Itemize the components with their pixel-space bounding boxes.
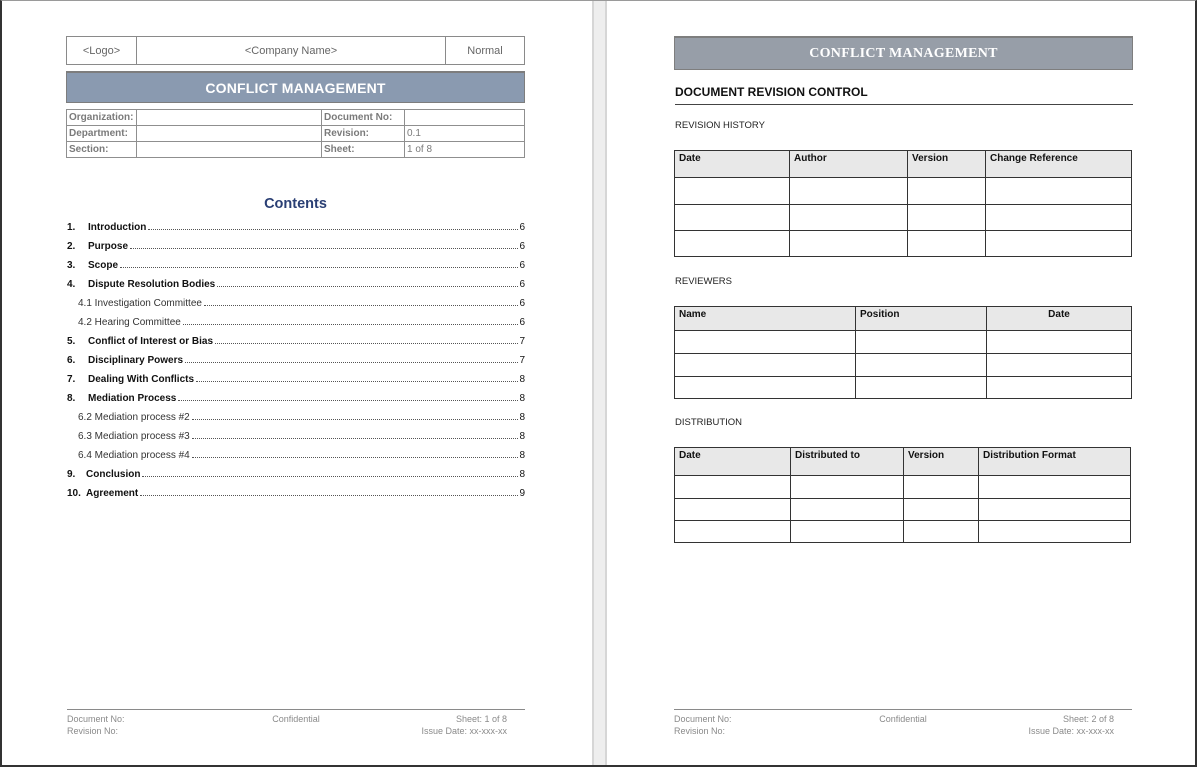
- contents-heading: Contents: [264, 196, 327, 212]
- table-cell[interactable]: [791, 476, 904, 499]
- toc-subentry[interactable]: [67, 423, 525, 442]
- toc-number: 1.: [67, 222, 76, 233]
- column-header: Author: [790, 151, 908, 178]
- table-cell[interactable]: [675, 354, 856, 377]
- table-row: [675, 499, 1131, 521]
- section-label: Section:: [67, 142, 137, 158]
- table-cell[interactable]: [986, 231, 1132, 257]
- toc-entry[interactable]: [67, 214, 525, 233]
- reviewers-table: [674, 306, 1132, 399]
- toc-leader: [196, 381, 518, 382]
- footer-revision-no: Revision No:: [674, 726, 726, 736]
- toc-subentry[interactable]: [67, 290, 525, 309]
- table-cell[interactable]: [675, 377, 856, 399]
- toc-leader: [142, 476, 518, 477]
- toc-leader: [140, 495, 518, 496]
- toc-page: 8: [519, 469, 525, 480]
- table-row: [675, 205, 1132, 231]
- toc-label: Dispute Resolution Bodies: [88, 279, 216, 290]
- toc-leader: [192, 419, 518, 420]
- toc-label: 4.1 Investigation Committee: [78, 298, 202, 309]
- toc-leader: [120, 267, 518, 268]
- organization-label: Organization:: [67, 110, 137, 126]
- company-name: <Company Name>: [137, 37, 446, 64]
- table-cell[interactable]: [908, 231, 986, 257]
- department-label: Department:: [67, 126, 137, 142]
- footer-confidential: Confidential: [879, 714, 927, 724]
- page-gutter: [592, 1, 607, 765]
- toc-entry[interactable]: [67, 252, 525, 271]
- table-cell[interactable]: [856, 377, 987, 399]
- page-1-footer: [67, 709, 525, 743]
- section-value: [137, 142, 322, 158]
- toc-page: 9: [519, 488, 525, 499]
- toc-label: Mediation Process: [88, 393, 177, 404]
- toc-number: 4.: [67, 279, 76, 290]
- toc-label: Conflict of Interest or Bias: [88, 336, 214, 347]
- footer-document-no: Document No:: [67, 714, 125, 724]
- toc-page: 6: [519, 279, 525, 290]
- organization-value: [137, 110, 322, 126]
- footer-confidential: Confidential: [272, 714, 320, 724]
- table-row: [675, 231, 1132, 257]
- toc-page: 6: [519, 222, 525, 233]
- toc-label: Agreement: [86, 488, 139, 499]
- toc-leader: [204, 305, 518, 306]
- toc-label: Dealing With Conflicts: [88, 374, 195, 385]
- table-cell[interactable]: [908, 205, 986, 231]
- distribution-label: DISTRIBUTION: [675, 417, 743, 428]
- column-header: Version: [908, 151, 986, 178]
- table-cell[interactable]: [790, 205, 908, 231]
- toc-label: Introduction: [88, 222, 147, 233]
- document-status: Normal: [467, 44, 503, 57]
- toc-entry[interactable]: [67, 233, 525, 252]
- table-cell[interactable]: [675, 205, 790, 231]
- toc-number: 2.: [67, 241, 76, 252]
- table-cell[interactable]: [675, 231, 790, 257]
- table-of-contents: [67, 214, 525, 499]
- toc-number: 6.: [67, 355, 76, 366]
- revision-history-label: REVISION HISTORY: [675, 120, 765, 131]
- table-row: [675, 354, 1132, 377]
- toc-entry[interactable]: [67, 271, 525, 290]
- table-cell[interactable]: [904, 521, 979, 543]
- document-title-banner: CONFLICT MANAGEMENT: [674, 36, 1133, 70]
- column-header: Date: [675, 151, 790, 178]
- toc-page: 6: [519, 298, 525, 309]
- toc-label: 4.2 Hearing Committee: [78, 317, 181, 328]
- toc-entry[interactable]: [67, 366, 525, 385]
- toc-leader: [130, 248, 518, 249]
- toc-label: 6.4 Mediation process #4: [78, 450, 190, 461]
- toc-number: 8.: [67, 393, 76, 404]
- column-header: Date: [675, 448, 791, 476]
- table-row: [675, 521, 1131, 543]
- toc-leader: [183, 324, 518, 325]
- document-no-value: [405, 110, 525, 126]
- column-header: Distributed to: [791, 448, 904, 476]
- table-cell[interactable]: [986, 178, 1132, 205]
- toc-entry[interactable]: [67, 328, 525, 347]
- table-cell[interactable]: [979, 476, 1131, 499]
- toc-page: 8: [519, 374, 525, 385]
- table-cell[interactable]: [790, 178, 908, 205]
- toc-subentry[interactable]: [67, 404, 525, 423]
- toc-leader: [215, 343, 518, 344]
- table-cell[interactable]: [986, 205, 1132, 231]
- table-row: [675, 331, 1132, 354]
- footer-sheet: Sheet: 1 of 8: [455, 714, 507, 724]
- toc-leader: [192, 457, 518, 458]
- toc-label: 6.3 Mediation process #3: [78, 431, 190, 442]
- revision-control-heading: DOCUMENT REVISION CONTROL: [675, 85, 1133, 105]
- table-cell[interactable]: [856, 354, 987, 377]
- header-table: [66, 36, 525, 65]
- table-cell[interactable]: [675, 499, 791, 521]
- logo-placeholder: <Logo>: [67, 37, 137, 64]
- table-cell[interactable]: [791, 499, 904, 521]
- footer-issue-date: Issue Date: xx-xxx-xx: [421, 726, 507, 736]
- toc-entry[interactable]: [67, 480, 525, 499]
- table-cell[interactable]: [987, 354, 1132, 377]
- toc-number: 3.: [67, 260, 76, 271]
- table-cell[interactable]: [979, 521, 1131, 543]
- table-row: [675, 377, 1132, 399]
- footer-revision-no: Revision No:: [67, 726, 119, 736]
- toc-leader: [178, 400, 518, 401]
- revision-history-table: [674, 150, 1132, 257]
- toc-subentry[interactable]: [67, 309, 525, 328]
- table-cell[interactable]: [675, 331, 856, 354]
- toc-entry[interactable]: [67, 461, 525, 480]
- table-cell[interactable]: [987, 331, 1132, 354]
- table-row: [675, 178, 1132, 205]
- toc-label: Scope: [88, 260, 119, 271]
- toc-page: 8: [519, 431, 525, 442]
- toc-number: 7.: [67, 374, 76, 385]
- toc-leader: [148, 229, 518, 230]
- table-cell[interactable]: [904, 476, 979, 499]
- toc-page: 6: [519, 317, 525, 328]
- toc-label: Purpose: [88, 241, 129, 252]
- footer-sheet: Sheet: 2 of 8: [1062, 714, 1114, 724]
- column-header: Distribution Format: [979, 448, 1131, 476]
- table-cell[interactable]: [856, 331, 987, 354]
- column-header: Date: [987, 307, 1132, 331]
- table-cell[interactable]: [791, 521, 904, 543]
- toc-page: 8: [519, 412, 525, 423]
- footer-issue-date: Issue Date: xx-xxx-xx: [1028, 726, 1114, 736]
- sheet-label: Sheet:: [322, 142, 405, 158]
- revision-label: Revision:: [322, 126, 405, 142]
- column-header: Version: [904, 448, 979, 476]
- table-row: [675, 476, 1131, 499]
- distribution-table: [674, 447, 1131, 543]
- toc-page: 8: [519, 450, 525, 461]
- toc-leader: [217, 286, 518, 287]
- page-1: [2, 1, 592, 765]
- table-cell[interactable]: [904, 499, 979, 521]
- toc-number: 10.: [67, 488, 81, 499]
- table-cell[interactable]: [979, 499, 1131, 521]
- toc-subentry[interactable]: [67, 442, 525, 461]
- toc-entry[interactable]: [67, 347, 525, 366]
- document-title-banner: CONFLICT MANAGEMENT: [66, 71, 525, 103]
- toc-page: 6: [519, 241, 525, 252]
- column-header: Position: [856, 307, 987, 331]
- toc-page: 7: [519, 355, 525, 366]
- sheet-value: 1 of 8: [405, 142, 525, 158]
- toc-leader: [185, 362, 518, 363]
- reviewers-label: REVIEWERS: [675, 276, 733, 287]
- table-cell[interactable]: [675, 476, 791, 499]
- toc-label: Disciplinary Powers: [88, 355, 184, 366]
- column-header: Name: [675, 307, 856, 331]
- toc-number: 9.: [67, 469, 76, 480]
- toc-number: 5.: [67, 336, 76, 347]
- table-cell[interactable]: [987, 377, 1132, 399]
- department-value: [137, 126, 322, 142]
- footer-document-no: Document No:: [674, 714, 732, 724]
- toc-page: 7: [519, 336, 525, 347]
- table-cell[interactable]: [675, 178, 790, 205]
- page-2: [607, 1, 1195, 765]
- document-info-table: [66, 109, 525, 158]
- toc-page: 6: [519, 260, 525, 271]
- toc-label: 6.2 Mediation process #2: [78, 412, 190, 423]
- page-2-footer: [674, 709, 1132, 743]
- table-cell[interactable]: [675, 521, 791, 543]
- toc-page: 8: [519, 393, 525, 404]
- toc-label: Conclusion: [86, 469, 141, 480]
- document-no-label: Document No:: [322, 110, 405, 126]
- column-header: Change Reference: [986, 151, 1132, 178]
- table-cell[interactable]: [790, 231, 908, 257]
- revision-value: 0.1: [405, 126, 525, 142]
- toc-leader: [192, 438, 518, 439]
- toc-entry[interactable]: [67, 385, 525, 404]
- table-cell[interactable]: [908, 178, 986, 205]
